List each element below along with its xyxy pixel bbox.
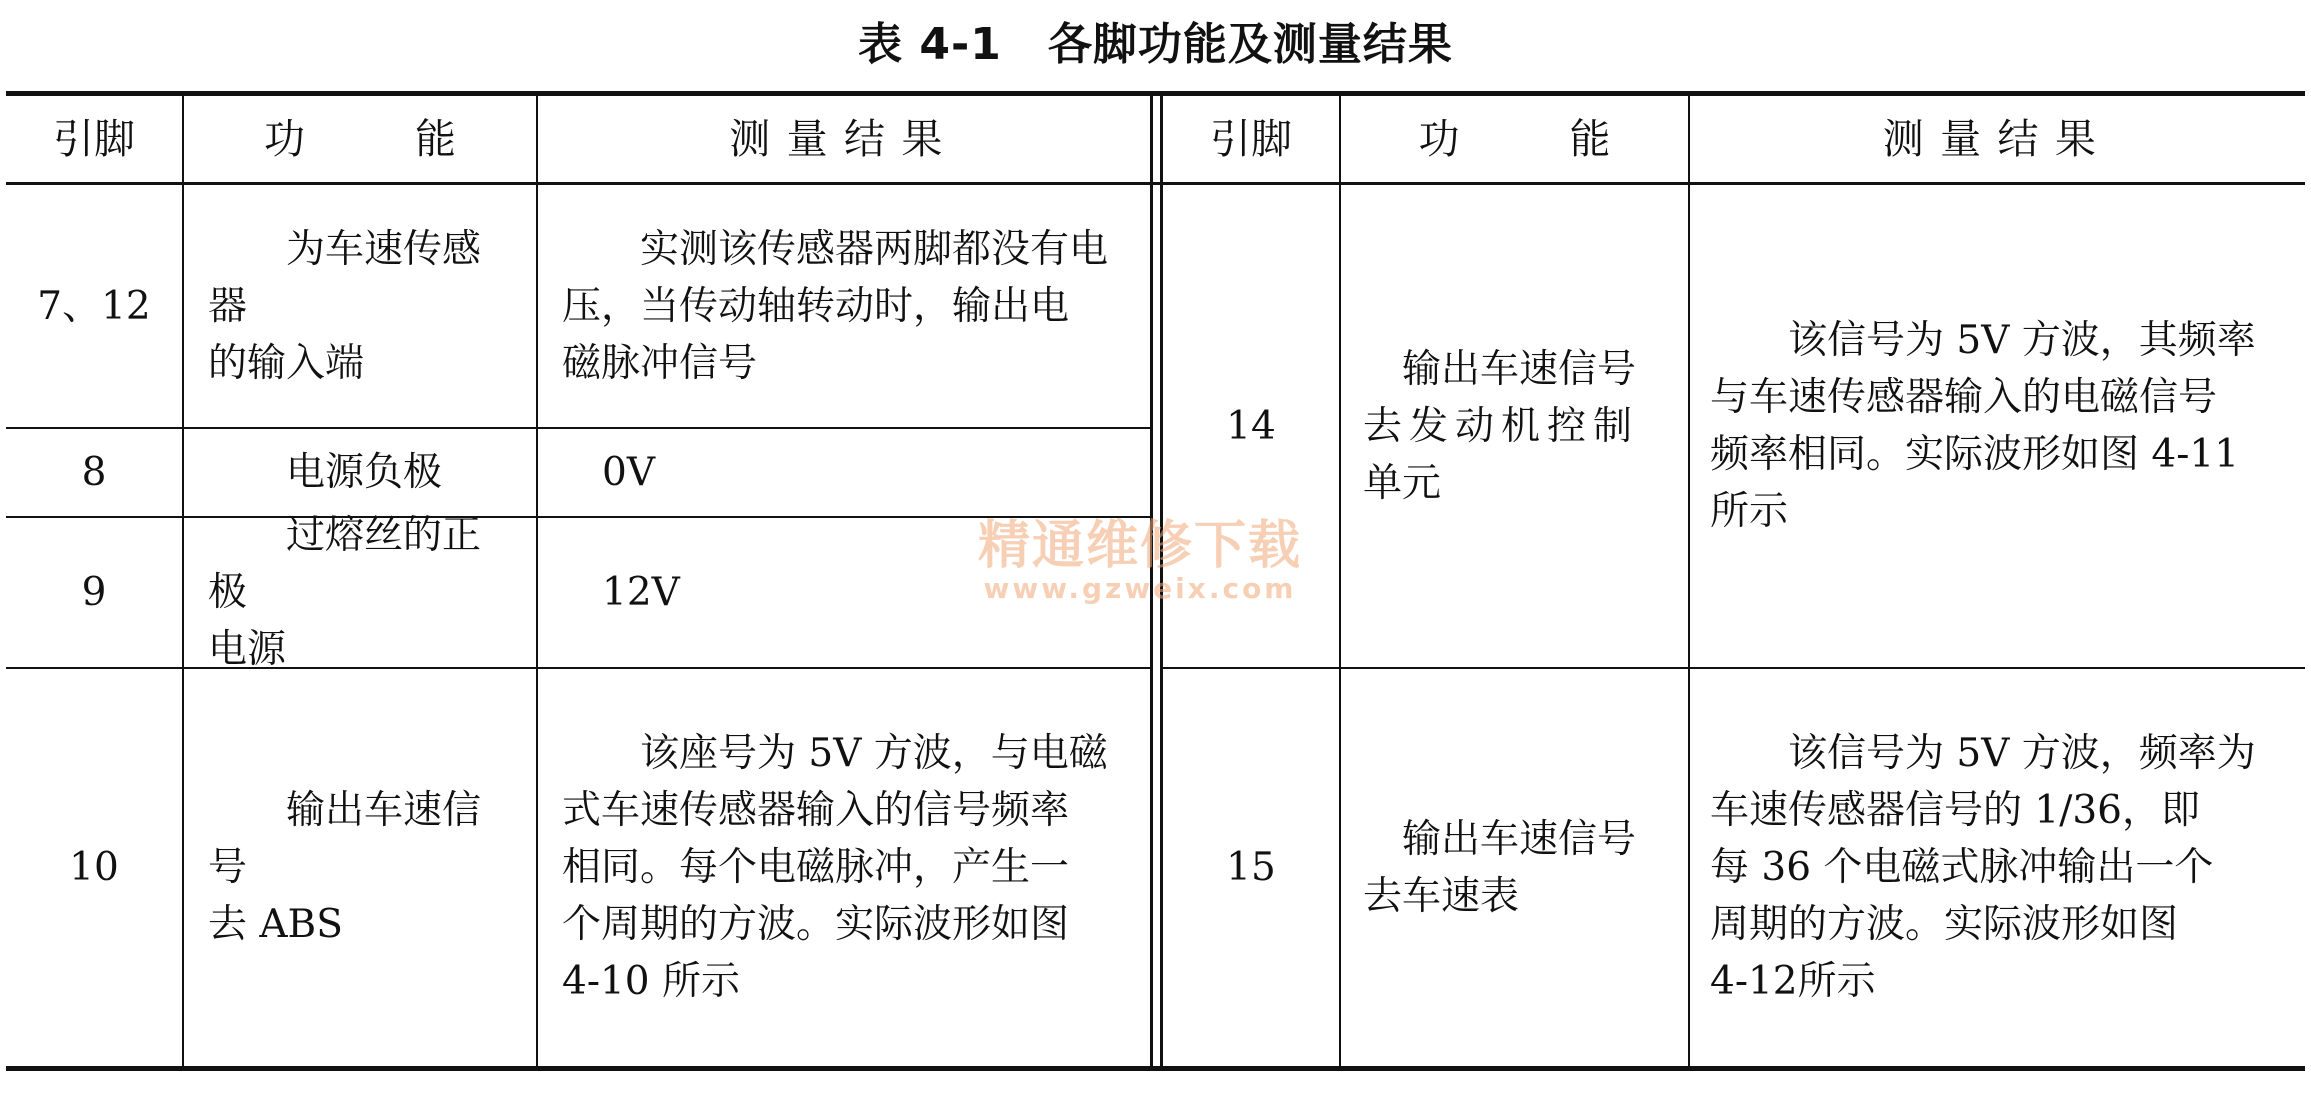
header-function <box>1341 96 1688 182</box>
pin-value: 9 <box>81 570 107 615</box>
result-line: 式车速传感器输入的信号频率 <box>562 788 1070 833</box>
header-function-b: 能 <box>415 114 456 163</box>
table-title <box>0 8 2311 72</box>
function-cell <box>184 185 536 427</box>
header-function-a: 功 <box>1418 114 1460 163</box>
header-function-a: 功 <box>264 114 305 163</box>
header-pin <box>6 96 182 182</box>
pin-cell <box>1163 185 1339 667</box>
center-divider <box>1150 95 1153 1067</box>
result-cell <box>1690 185 2305 667</box>
result-line: 个周期的方波。实际波形如图 <box>562 902 1070 947</box>
function-line: 电源负极 <box>286 450 443 495</box>
result-line: 该信号为 5V 方波，频率为 <box>1788 731 2256 776</box>
function-line: 为车速传感器 <box>208 226 482 329</box>
function-line: 的输入端 <box>208 340 365 386</box>
pin-value: 7、12 <box>37 283 151 329</box>
function-line: 输出车速信号 <box>208 788 482 890</box>
function-cell <box>184 429 536 516</box>
result-line: 4-12所示 <box>1710 959 1876 1004</box>
result-cell <box>538 669 1150 1066</box>
result-line: 频率相同。实际波形如图 4-11 <box>1710 432 2240 477</box>
result-cell <box>538 185 1150 427</box>
header-function-b: 能 <box>1569 114 1611 163</box>
result-line: 所示 <box>1710 489 1789 534</box>
function-line: 输出车速信号 <box>1402 816 1637 862</box>
pin-value: 8 <box>81 450 107 495</box>
function-cell <box>1341 669 1688 1066</box>
header-pin-label: 引脚 <box>1210 114 1292 163</box>
function-line: 去 ABS <box>208 902 343 947</box>
pin-value: 15 <box>1226 845 1276 890</box>
result-line: 该信号为 5V 方波，其频率 <box>1788 318 2256 363</box>
watermark-url: www.gzweix.com <box>983 572 1297 605</box>
result-cell <box>538 518 1150 667</box>
bottom-rule <box>6 1066 2305 1071</box>
function-line: 输出车速信号 <box>1402 346 1637 392</box>
table-number: 表 4-1 <box>858 19 1002 70</box>
function-cell <box>184 513 536 672</box>
pin-cell <box>6 429 182 516</box>
function-line: 电源 <box>208 627 287 672</box>
result-line: 12V <box>602 570 680 615</box>
function-line: 去发动机控制 <box>1363 403 1640 449</box>
result-line: 车速传感器信号的 1/36，即 <box>1710 788 2200 833</box>
pin-cell <box>1163 669 1339 1066</box>
function-line: 去车速表 <box>1363 873 1520 919</box>
result-cell <box>538 429 1150 516</box>
table-caption: 各脚功能及测量结果 <box>1047 19 1453 70</box>
watermark-line: 精通维修下载 <box>978 516 1303 576</box>
header-result <box>1690 96 2305 182</box>
result-cell <box>1690 669 2305 1066</box>
pin-cell <box>6 185 182 427</box>
header-result <box>538 96 1150 182</box>
result-line: 每 36 个电磁式脉冲输出一个 <box>1710 845 2214 890</box>
function-cell <box>184 669 536 1066</box>
result-line: 磁脉冲信号 <box>562 340 758 386</box>
pin-value: 10 <box>69 845 119 890</box>
pin-cell <box>6 518 182 667</box>
result-line: 0V <box>602 450 655 495</box>
header-function <box>184 96 536 182</box>
result-line: 4-10 所示 <box>562 959 741 1004</box>
pin-cell <box>6 669 182 1066</box>
result-line: 相同。每个电磁脉冲，产生一 <box>562 845 1070 890</box>
result-line: 与车速传感器输入的电磁信号 <box>1710 375 2218 420</box>
result-line: 周期的方波。实际波形如图 <box>1710 902 2179 947</box>
function-line: 单元 <box>1363 460 1442 506</box>
result-line: 实测该传感器两脚都没有电 <box>640 226 1109 272</box>
pin-value: 14 <box>1226 403 1276 449</box>
header-pin-label: 引脚 <box>53 114 135 163</box>
result-line: 该座号为 5V 方波，与电磁 <box>640 731 1108 776</box>
function-cell <box>1341 185 1688 667</box>
function-line: 过熔丝的正极 <box>208 513 482 615</box>
result-line: 压，当传动轴转动时，输出电 <box>562 283 1070 329</box>
header-pin <box>1163 96 1339 182</box>
header-result-label: 测量结果 <box>1882 114 2113 163</box>
header-result-label: 测量结果 <box>729 114 959 163</box>
